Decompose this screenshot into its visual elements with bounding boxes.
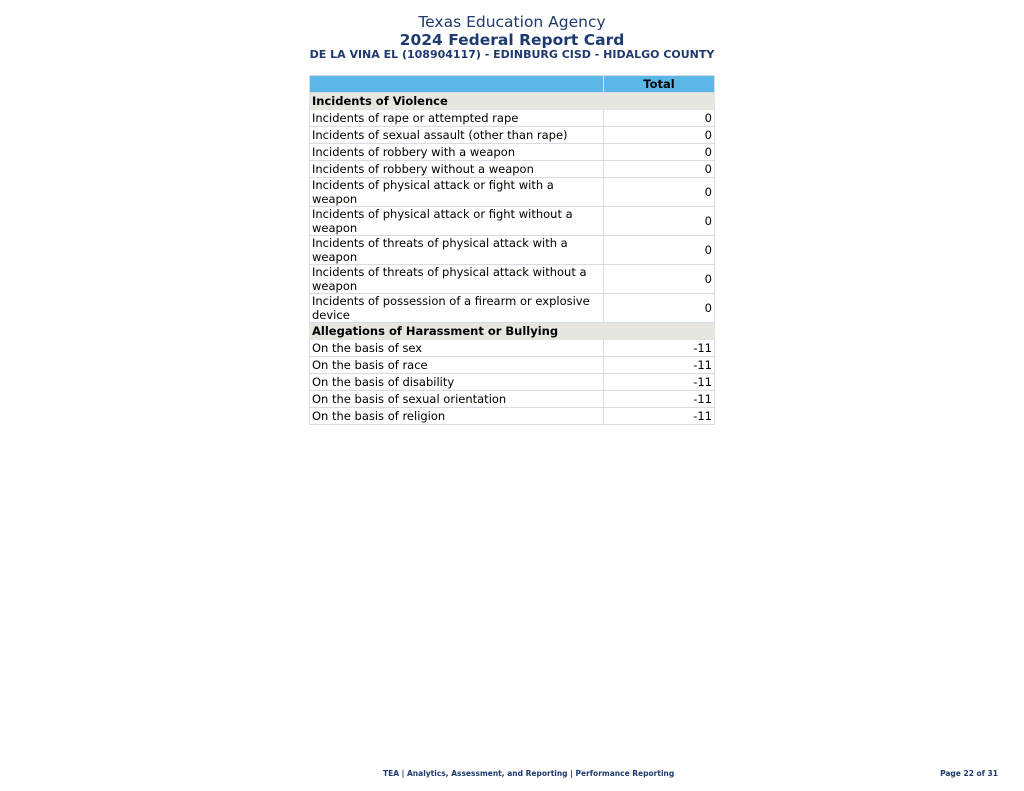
table-row (310, 161, 715, 178)
row-value: -11 (604, 357, 715, 374)
row-label: Incidents of threats of physical attack with a weapon (310, 236, 604, 265)
campus-subtitle: DE LA VINA EL (108904117) - EDINBURG CISD - HIDALGO COUNTY (309, 48, 715, 61)
table-row (310, 391, 715, 408)
row-value: -11 (604, 340, 715, 357)
row-value: -11 (604, 391, 715, 408)
row-label: Incidents of robbery without a weapon (310, 161, 604, 178)
table-row (310, 294, 715, 323)
row-value: -11 (604, 374, 715, 391)
table-row (310, 207, 715, 236)
incidents-table (309, 75, 715, 425)
row-value: 0 (604, 161, 715, 178)
section-title: Incidents of Violence (310, 93, 715, 110)
row-label: Incidents of sexual assault (other than rape) (310, 127, 604, 144)
row-value: 0 (604, 144, 715, 161)
section-row (310, 93, 715, 110)
page-number: Page 22 of 31 (940, 769, 998, 778)
row-label: On the basis of race (310, 357, 604, 374)
row-label: On the basis of disability (310, 374, 604, 391)
report-title: 2024 Federal Report Card (399, 31, 625, 49)
row-value: 0 (604, 236, 715, 265)
row-value: 0 (604, 294, 715, 323)
row-value: 0 (604, 207, 715, 236)
row-label: Incidents of robbery with a weapon (310, 144, 604, 161)
row-label: Incidents of physical attack or fight with a weapon (310, 178, 604, 207)
agency-name: Texas Education Agency (418, 13, 606, 31)
table-row (310, 178, 715, 207)
row-label: On the basis of religion (310, 408, 604, 425)
table-row (310, 340, 715, 357)
row-value: -11 (604, 408, 715, 425)
table-row (310, 110, 715, 127)
table-row (310, 357, 715, 374)
row-label: On the basis of sex (310, 340, 604, 357)
blank-header (310, 76, 604, 93)
row-value: 0 (604, 110, 715, 127)
table-row (310, 374, 715, 391)
row-value: 0 (604, 265, 715, 294)
table-row (310, 236, 715, 265)
row-label: Incidents of rape or attempted rape (310, 110, 604, 127)
row-label: Incidents of physical attack or fight without a weapon (310, 207, 604, 236)
row-label: On the basis of sexual orientation (310, 391, 604, 408)
row-label: Incidents of threats of physical attack without a weapon (310, 265, 604, 294)
footer-left: TEA | Analytics, Assessment, and Reporting | Performance Reporting (383, 769, 675, 778)
row-value: 0 (604, 178, 715, 207)
section-row (310, 323, 715, 340)
table-row (310, 408, 715, 425)
table-row (310, 127, 715, 144)
row-label: Incidents of possession of a firearm or explosive device (310, 294, 604, 323)
table-row (310, 144, 715, 161)
total-header: Total (604, 76, 715, 93)
section-title: Allegations of Harassment or Bullying (310, 323, 715, 340)
row-value: 0 (604, 127, 715, 144)
table-row (310, 265, 715, 294)
